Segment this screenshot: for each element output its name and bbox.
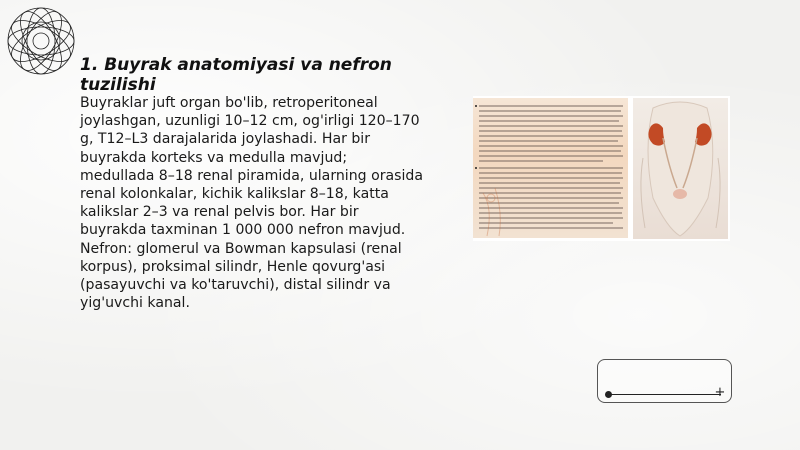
kidney-anatomy-figure — [473, 96, 730, 241]
slide-body-text: Buyraklar juft organ bo'lib, retroperitoneal joylashgan, uzunligi 10–12 cm, og'irligi 120–170 g, T12–L3 darajalarida joylashadi. Har bir buyrakda korteks va medulla mavjud; medullada 8–18 renal piramida, ularning orasida renal kolonkalar, kichik kalikslar 8–18, katta kalikslar 2–3 va renal pelvis bor. Har bir buyrakda taxminan 1 000 000 nefron mavjud. Nefron: glomerul va Bowman kapsulasi (renal korpus), proksimal silindr, Henle qovurg'asi (pasayuvchi va ko'taruvchi), distal silindr va yig'uvchi kanal. — [80, 95, 423, 312]
plus-icon[interactable]: + — [714, 385, 726, 400]
figure-text-lines — [473, 98, 628, 238]
dot-icon[interactable] — [605, 391, 612, 398]
spirograph-rosette-icon — [2, 2, 80, 80]
figure-text-panel — [473, 98, 628, 238]
media-player-control[interactable] — [597, 359, 732, 403]
seek-track[interactable] — [609, 394, 721, 395]
slide-title: 1. Buyrak anatomiyasi va nefron tuzilishi — [80, 55, 392, 95]
kidney-icon — [633, 98, 728, 239]
kidney-illustration — [633, 98, 728, 239]
